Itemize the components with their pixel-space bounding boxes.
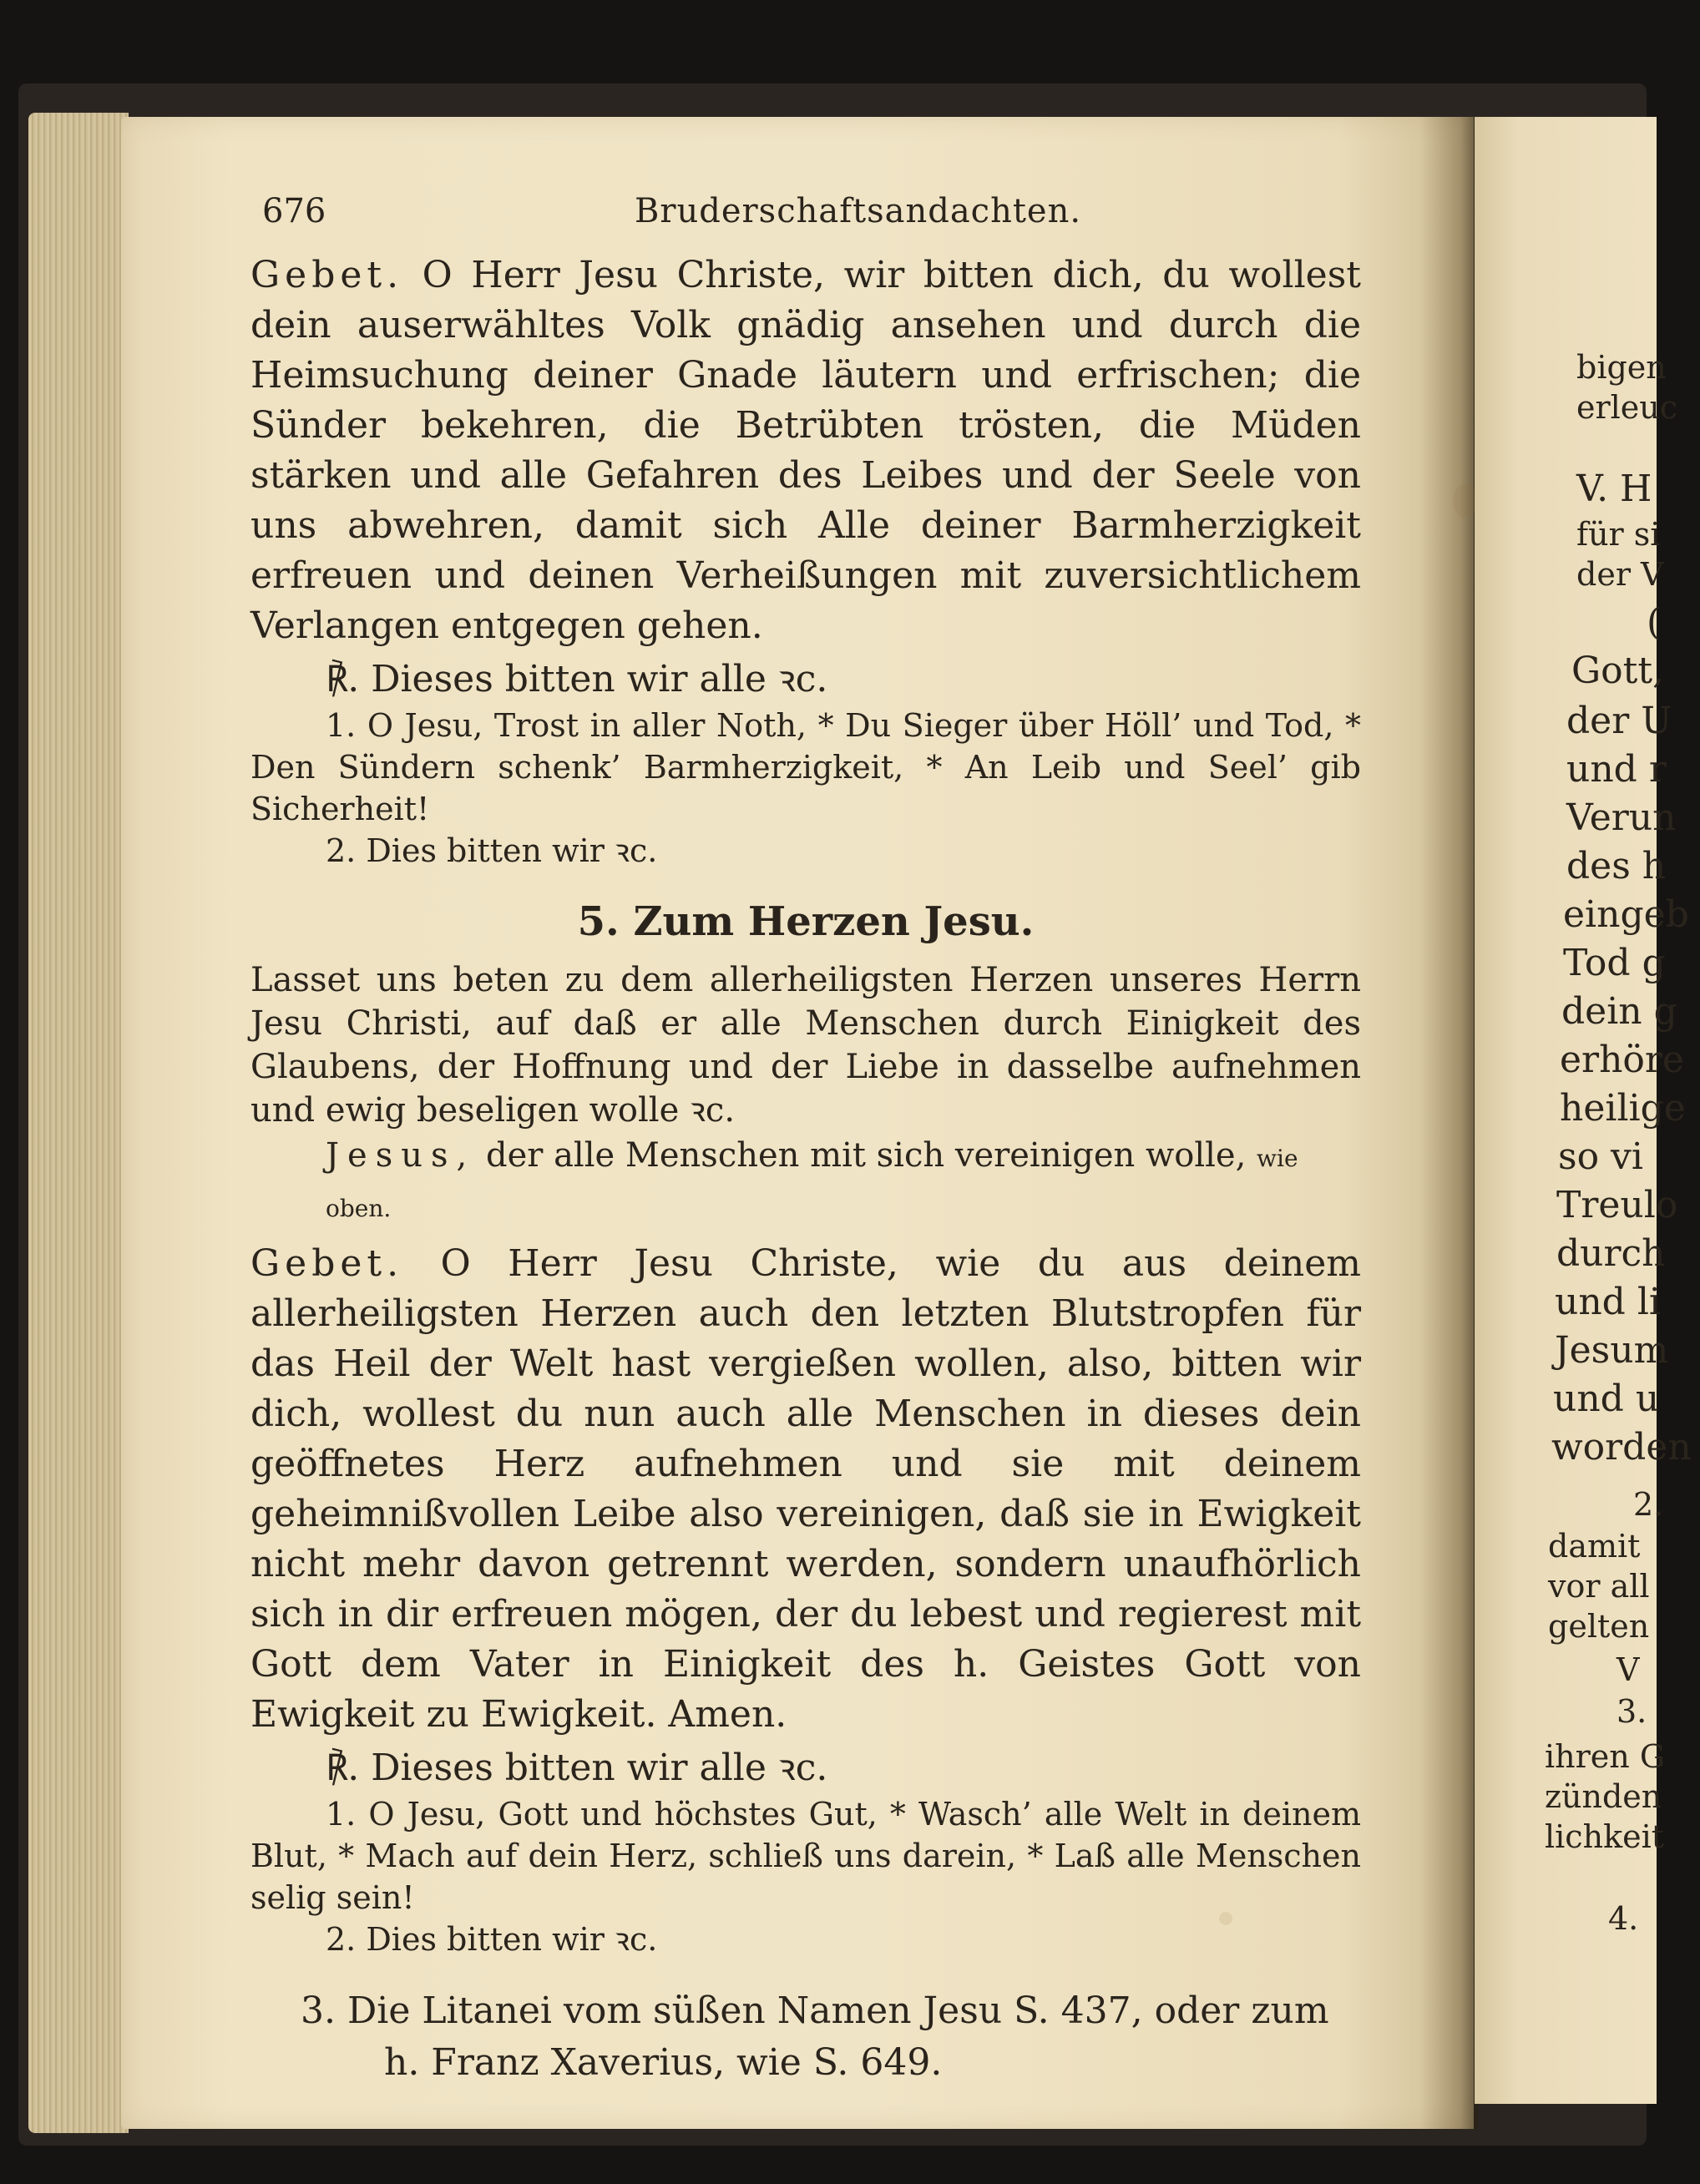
right-fragment: ihren G	[1545, 1738, 1666, 1775]
verse-2: 2. Dies bitten wir ꝛc.	[326, 832, 658, 869]
gebet-text: O Herr Jesu Christe, wir bitten dich, du wollest dein auserwähltes Volk gnädig ansehen und durch die Heimsuchung deiner Gnade läutern und erfrischen; die Sünder bekehren, die Betrübten trösten, die Müden stärken und alle Gefahren des Leibes und der Seele von uns abwehren, damit sich Alle deiner Barmherzigkeit erfreuen und deinen Verheißungen mit zuversichtlichem Verlangen entgegen gehen.	[250, 254, 1361, 647]
right-fragment: 3.	[1617, 1693, 1647, 1730]
right-fragment: bigen	[1576, 349, 1667, 386]
gebet-paragraph-2	[250, 1239, 1361, 1740]
page-edges	[28, 113, 129, 2133]
right-fragment: 2.	[1633, 1486, 1664, 1523]
right-fragment: durch	[1556, 1232, 1666, 1275]
right-page	[1475, 117, 1692, 2104]
book-gutter	[1419, 117, 1478, 2129]
right-fragment: Verun	[1566, 796, 1677, 839]
gebet-label: Gebet.	[250, 254, 404, 296]
invocation-line	[326, 1132, 1361, 1232]
right-fragment: und u	[1553, 1378, 1660, 1420]
invocation-text: der alle Menschen mit sich vereinigen wolle,	[485, 1136, 1247, 1175]
page-content	[250, 192, 1361, 2089]
response-line: ℟. Dieses bitten wir alle ꝛc.	[326, 658, 828, 700]
right-fragment: (	[1647, 601, 1662, 644]
right-fragment: 4.	[1608, 1900, 1639, 1937]
wie-oben-note: wie oben.	[326, 1145, 1298, 1222]
right-fragment: V	[1617, 1651, 1640, 1688]
verse-1: 1. O Jesu, Gott und höchstes Gut, * Wasch’ alle Welt in deinem Blut, * Mach auf dein Herz, schließ uns darein, * Laß alle Menschen selig sein!	[250, 1796, 1361, 1916]
right-fragment: Gott,	[1571, 650, 1664, 692]
running-head	[250, 192, 1361, 250]
litany-reference-line-2: h. Franz Xaverius, wie S. 649.	[384, 2041, 943, 2084]
right-fragment: lichkeit	[1545, 1818, 1665, 1855]
right-fragment: worden	[1551, 1426, 1692, 1469]
gebet-label: Gebet.	[250, 1242, 404, 1285]
right-fragment: der U	[1566, 700, 1672, 742]
right-fragment: des h	[1566, 845, 1667, 887]
right-fragment: V. H	[1576, 468, 1652, 510]
right-fragment: vor all	[1548, 1568, 1650, 1605]
litany-reference-line-1: 3. Die Litanei vom süßen Namen Jesu S. 437, oder zum	[301, 1989, 1329, 2032]
gebet-paragraph-1	[250, 250, 1361, 651]
running-title: Bruderschaftsandachten.	[635, 192, 1082, 230]
right-fragment: heilige	[1560, 1087, 1686, 1130]
right-fragment: erleuc	[1576, 389, 1678, 426]
right-fragment: der V	[1576, 556, 1664, 593]
response-line: ℟. Dieses bitten wir alle ꝛc.	[326, 1747, 828, 1789]
right-fragment: Treulo	[1556, 1184, 1678, 1226]
page-number: 676	[262, 192, 326, 230]
right-fragment: so vi	[1558, 1135, 1643, 1178]
verse-2: 2. Dies bitten wir ꝛc.	[326, 1921, 658, 1958]
right-fragment: dein g	[1561, 990, 1677, 1033]
verse-1: 1. O Jesu, Trost in aller Noth, * Du Sieger über Höll’ und Tod, * Den Sündern schenk’ Barmherzigkeit, * An Leib und Seel’ gib Sicherheit!	[250, 707, 1361, 827]
intro-paragraph: Lasset uns beten zu dem allerheiligsten Herzen unseres Herrn Jesu Christi, auf daß er alle Menschen durch Einigkeit des Glaubens, der Hoffnung und der Liebe in dasselbe aufnehmen und ewig beseligen wolle ꝛc.	[250, 961, 1361, 1130]
right-fragment: zünden	[1545, 1778, 1662, 1815]
right-fragment: Tod g	[1563, 942, 1666, 984]
right-fragment: Jesum	[1555, 1329, 1669, 1372]
right-fragment: eingeb	[1563, 893, 1689, 936]
right-fragment: und r	[1566, 748, 1667, 791]
litany-reference	[301, 1985, 1361, 2089]
right-fragment: damit	[1548, 1528, 1641, 1565]
section-heading: 5. Zum Herzen Jesu.	[577, 898, 1035, 945]
right-fragment: für si	[1576, 516, 1661, 553]
right-fragment: und li	[1555, 1281, 1661, 1323]
gebet-text: O Herr Jesu Christe, wie du aus deinem allerheiligsten Herzen auch den letzten Blutstropfen für das Heil der Welt hast vergießen wollen, also, bitten wir dich, wollest du nun auch alle Menschen in dieses dein geöffnetes Herz aufnehmen und sie mit deinem geheimnißvollen Leibe also vereinigen, daß sie in Ewigkeit nicht mehr davon getrennt werden, sondern unaufhörlich sich in dir erfreuen mögen, der du lebest und regierest mit Gott dem Vater in Einigkeit des h. Geistes Gott von Ewigkeit zu Ewigkeit. Amen.	[250, 1242, 1361, 1736]
right-fragment: erhöre	[1560, 1039, 1684, 1081]
jesus-word: Jesus,	[326, 1136, 476, 1175]
right-fragment: gelten	[1548, 1608, 1650, 1645]
